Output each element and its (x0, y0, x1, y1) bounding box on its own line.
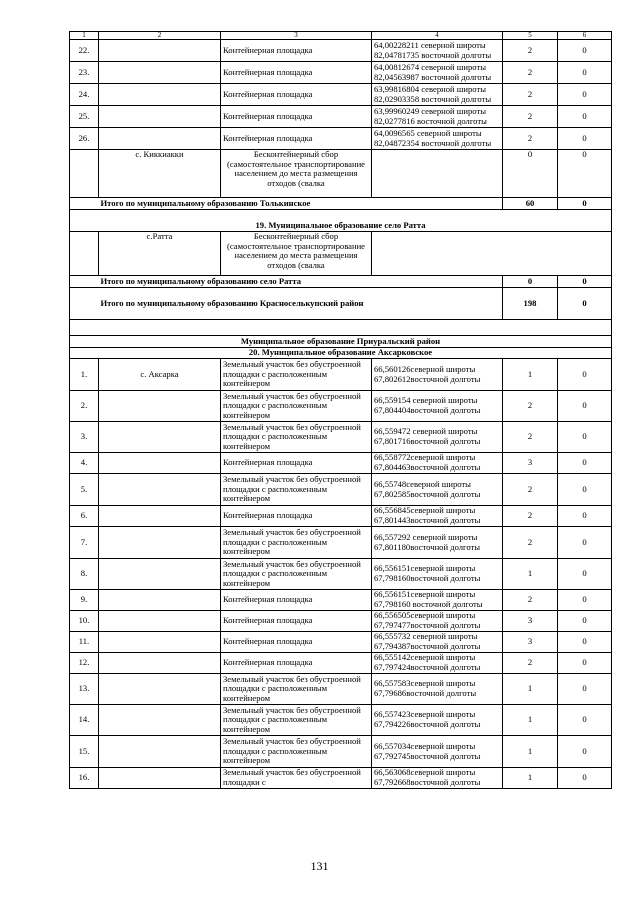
coordinates-cell (372, 84, 503, 106)
longitude-text: 67,801716восточной долготы (374, 436, 481, 446)
table-row (70, 736, 612, 768)
column-number: 5 (503, 32, 558, 40)
table-row (70, 674, 612, 705)
latitude-text: 66,560126северной широты (374, 363, 476, 374)
longitude-text: 67,792668восточной долготы (374, 777, 481, 787)
latitude-text: 66,559154 северной широты (374, 395, 478, 406)
settlement-cell (99, 559, 221, 590)
table-body (70, 32, 612, 789)
container-count: 3 (503, 632, 558, 653)
coordinates-cell (372, 527, 503, 559)
settlement-cell: с. Киккиакки (99, 150, 221, 198)
table-row (70, 632, 612, 653)
container-count: 2 (503, 422, 558, 453)
latitude-text: 64,0096565 северной широты (374, 127, 482, 138)
settlement-cell (99, 474, 221, 506)
container-count: 2 (503, 474, 558, 506)
table-row (70, 128, 612, 150)
settlement-cell (99, 506, 221, 527)
column-6-value: 0 (558, 632, 612, 653)
table-row (70, 84, 612, 106)
row-number: 23. (70, 62, 99, 84)
settlement-cell (99, 62, 221, 84)
site-type-cell: Земельный участок без обустроенной площадки с расположенным контейнером (221, 559, 372, 590)
settlement-cell (99, 422, 221, 453)
longitude-text: 82,0277816 восточной долготы (374, 115, 487, 126)
longitude-text: 67,801180восточной долготы (374, 541, 481, 552)
site-type-cell: Земельный участок без обустроенной площадки с расположенным контейнером (221, 736, 372, 768)
longitude-text: 67,798160 восточной долготы (374, 599, 483, 609)
row-number: 1. (70, 359, 99, 391)
container-count: 2 (503, 653, 558, 674)
total-blank-cell (70, 198, 99, 210)
column-6-value: 0 (558, 84, 612, 106)
district-total-row (70, 288, 612, 320)
longitude-text: 67,802612восточной долготы (374, 373, 481, 384)
settlement-cell (99, 453, 221, 474)
coordinates-cell (372, 391, 503, 422)
site-type-cell: Земельный участок без обустроенной площадки с расположенным контейнером (221, 674, 372, 705)
total-column-6: 0 (558, 288, 612, 320)
row-number: 26. (70, 128, 99, 150)
row-number: 24. (70, 84, 99, 106)
coordinates-cell (372, 150, 503, 198)
site-type-cell: Земельный участок без обустроенной площадки с (221, 768, 372, 789)
table-row (70, 590, 612, 611)
table-row (70, 611, 612, 632)
page-number: 131 (310, 859, 329, 873)
coordinates-cell (372, 453, 503, 474)
coordinates-cell (372, 611, 503, 632)
row-number: 5. (70, 474, 99, 506)
total-container-count: 60 (503, 198, 558, 210)
coordinates-cell (372, 590, 503, 611)
settlement-cell (99, 106, 221, 128)
total-row (70, 198, 612, 210)
container-count: 1 (503, 559, 558, 590)
table-row (70, 62, 612, 84)
coordinates-cell (372, 768, 503, 789)
container-count: 2 (503, 506, 558, 527)
column-6-value: 0 (558, 527, 612, 559)
column-6-value: 0 (558, 453, 612, 474)
table-row (70, 768, 612, 789)
coordinates-cell (372, 106, 503, 128)
column-number: 2 (99, 32, 221, 40)
settlement-cell (99, 705, 221, 736)
row-number: 7. (70, 527, 99, 559)
column-6-value: 0 (558, 705, 612, 736)
row-number: 15. (70, 736, 99, 768)
coordinates-cell (372, 128, 503, 150)
longitude-text: 67,79686восточной долготы (374, 688, 477, 698)
longitude-text: 82,04781735 восточной долготы (374, 49, 492, 60)
column-6-value: 0 (558, 150, 612, 198)
row-number: 9. (70, 590, 99, 611)
latitude-text: 66,556151северной широты (374, 563, 476, 574)
latitude-text: 66,556505северной широты (374, 610, 476, 621)
latitude-text: 63,99960249 северной широты (374, 105, 486, 116)
table-row (70, 106, 612, 128)
settlement-cell (99, 653, 221, 674)
longitude-text: 82,04563987 восточной долготы (374, 71, 492, 82)
total-label: Итого по муниципальному образованию село Ратта (99, 276, 503, 288)
site-type-cell: Контейнерная площадка (221, 632, 372, 653)
container-count: 2 (503, 391, 558, 422)
settlement-cell (99, 611, 221, 632)
site-type-cell: Контейнерная площадка (221, 84, 372, 106)
settlement-cell (99, 128, 221, 150)
settlement-cell: с. Аксарка (99, 359, 221, 391)
column-6-value: 0 (558, 422, 612, 453)
table-row (70, 150, 612, 198)
longitude-text: 67,804463восточной долготы (374, 462, 481, 472)
latitude-text: 64,00812674 северной широты (374, 61, 486, 72)
container-count: 2 (503, 590, 558, 611)
site-type-cell: Контейнерная площадка (221, 611, 372, 632)
container-count: 2 (503, 128, 558, 150)
site-type-cell: Земельный участок без обустроенной площадки с расположенным контейнером (221, 474, 372, 506)
section-heading-row (70, 210, 612, 232)
column-6-value: 0 (558, 674, 612, 705)
column-6-value: 0 (558, 474, 612, 506)
latitude-text: 66,557292 северной широты (374, 531, 478, 542)
coordinates-cell (372, 506, 503, 527)
district-heading-row (70, 336, 612, 348)
row-number: 25. (70, 106, 99, 128)
longitude-text: 67,794387восточной долготы (374, 641, 481, 651)
row-number: 2. (70, 391, 99, 422)
latitude-text: 66,563068северной широты (374, 767, 476, 778)
column-6-value: 0 (558, 359, 612, 391)
spacer-row (70, 320, 612, 336)
coordinates-cell (372, 736, 503, 768)
latitude-text: 66,555732 северной широты (374, 631, 478, 642)
settlement-cell (99, 768, 221, 789)
column-6-value: 0 (558, 106, 612, 128)
site-type-cell: Бесконтейнерный сбор (самостоятельное транспортирование населением до места размещения отходов (свалка (221, 150, 372, 198)
longitude-text: 67,802585восточной долготы (374, 488, 481, 499)
total-label: Итого по муниципальному образованию Красноселькупский район (99, 288, 503, 320)
row-number (70, 232, 99, 276)
row-number: 16. (70, 768, 99, 789)
coordinates-cell (372, 474, 503, 506)
total-container-count: 198 (503, 288, 558, 320)
coordinates-cell (372, 422, 503, 453)
total-blank-cell (70, 288, 99, 320)
container-count: 2 (503, 62, 558, 84)
column-number: 3 (221, 32, 372, 40)
settlement-cell (99, 590, 221, 611)
column-6-value: 0 (558, 768, 612, 789)
column-number: 4 (372, 32, 503, 40)
settlement-cell (99, 391, 221, 422)
coordinates-cell (372, 705, 503, 736)
coordinates-cell (372, 632, 503, 653)
row-number: 10. (70, 611, 99, 632)
container-count: 1 (503, 705, 558, 736)
site-type-cell: Земельный участок без обустроенной площадки с расположенным контейнером (221, 359, 372, 391)
container-count: 1 (503, 736, 558, 768)
row-number: 8. (70, 559, 99, 590)
latitude-text: 66,557423северной широты (374, 709, 476, 720)
latitude-text: 66,558772северной широты (374, 452, 476, 463)
section-title: Муниципальное образование Приуральский район (70, 336, 612, 348)
latitude-text: 66,557583северной широты (374, 678, 476, 689)
site-type-cell: Земельный участок без обустроенной площадки с расположенным контейнером (221, 527, 372, 559)
container-count: 2 (503, 40, 558, 62)
total-container-count: 0 (503, 276, 558, 288)
longitude-text: 67,792745восточной долготы (374, 750, 481, 761)
site-type-cell: Контейнерная площадка (221, 40, 372, 62)
coordinates-cell (372, 674, 503, 705)
table-row (70, 653, 612, 674)
table-row (70, 506, 612, 527)
coordinates-cell (372, 40, 503, 62)
section-title: 19. Муниципальное образование село Ратта (70, 210, 612, 232)
container-count: 1 (503, 768, 558, 789)
table-row (70, 40, 612, 62)
latitude-text: 66,556151северной широты (374, 589, 476, 600)
total-label: Итого по муниципальному образованию Толькинское (99, 198, 503, 210)
row-number: 3. (70, 422, 99, 453)
column-6-value: 0 (558, 62, 612, 84)
site-type-cell: Контейнерная площадка (221, 453, 372, 474)
settlement-cell (99, 674, 221, 705)
total-row (70, 276, 612, 288)
latitude-text: 66,557034северной широты (374, 740, 476, 751)
column-number-row (70, 32, 612, 40)
table-row (70, 391, 612, 422)
coordinates-cell (372, 62, 503, 84)
row-number: 11. (70, 632, 99, 653)
container-count: 1 (503, 674, 558, 705)
waste-sites-table (69, 31, 612, 789)
site-type-cell: Земельный участок без обустроенной площадки с расположенным контейнером (221, 391, 372, 422)
site-type-cell: Бесконтейнерный сбор (самостоятельное транспортирование населением до места размещения отходов (свалка (221, 232, 372, 276)
site-type-cell: Контейнерная площадка (221, 590, 372, 611)
container-count: 2 (503, 84, 558, 106)
container-count: 3 (503, 611, 558, 632)
column-6-value: 0 (558, 128, 612, 150)
settlement-cell (99, 736, 221, 768)
container-count: 3 (503, 453, 558, 474)
container-count: 2 (503, 106, 558, 128)
row-number: 22. (70, 40, 99, 62)
settlement-cell (99, 84, 221, 106)
site-type-cell: Земельный участок без обустроенной площадки с расположенным контейнером (221, 705, 372, 736)
row-number (70, 150, 99, 198)
site-type-cell: Контейнерная площадка (221, 128, 372, 150)
table-row (70, 232, 612, 276)
latitude-text: 63,99816804 северной широты (374, 83, 486, 94)
column-6-value: 0 (558, 40, 612, 62)
row-number: 13. (70, 674, 99, 705)
longitude-text: 82,02903358 восточной долготы (374, 93, 492, 104)
table-row (70, 453, 612, 474)
row-number: 14. (70, 705, 99, 736)
column-6-value: 0 (558, 590, 612, 611)
latitude-text: 66,556845северной широты (374, 505, 476, 516)
section-heading-row (70, 348, 612, 359)
site-type-cell: Контейнерная площадка (221, 506, 372, 527)
longitude-text: 67,794226восточной долготы (374, 719, 481, 729)
spacer-cell (70, 320, 612, 336)
table-row (70, 705, 612, 736)
site-type-cell: Земельный участок без обустроенной площадки с расположенным контейнером (221, 422, 372, 453)
table-row (70, 422, 612, 453)
longitude-text: 67,804404восточной долготы (374, 405, 481, 415)
site-type-cell: Контейнерная площадка (221, 106, 372, 128)
row-number: 12. (70, 653, 99, 674)
settlement-cell (99, 632, 221, 653)
column-number: 1 (70, 32, 99, 40)
longitude-text: 67,801443восточной долготы (374, 515, 481, 525)
container-count: 0 (503, 150, 558, 198)
total-column-6: 0 (558, 198, 612, 210)
longitude-text: 82,04872354 восточной долготы (374, 137, 492, 148)
site-type-cell: Контейнерная площадка (221, 62, 372, 84)
table-row (70, 359, 612, 391)
latitude-text: 66,559472 северной широты (374, 426, 478, 437)
latitude-text: 66,555142северной широты (374, 652, 476, 663)
column-6-value: 0 (558, 506, 612, 527)
coordinates-cell (372, 359, 503, 391)
section-title: 20. Муниципальное образование Аксарковское (70, 348, 612, 359)
column-6-value: 0 (558, 736, 612, 768)
longitude-text: 67,797424восточной долготы (374, 662, 481, 672)
total-blank-cell (70, 276, 99, 288)
row-number: 6. (70, 506, 99, 527)
site-type-cell: Контейнерная площадка (221, 653, 372, 674)
settlement-cell (99, 40, 221, 62)
column-number: 6 (558, 32, 612, 40)
latitude-text: 64,00228211 северной широты (374, 39, 486, 50)
longitude-text: 67,798160восточной долготы (374, 573, 481, 583)
container-count: 2 (503, 527, 558, 559)
empty-cell (372, 232, 612, 276)
row-number: 4. (70, 453, 99, 474)
column-6-value: 0 (558, 653, 612, 674)
table-row (70, 474, 612, 506)
coordinates-cell (372, 653, 503, 674)
settlement-cell (99, 527, 221, 559)
table-row (70, 527, 612, 559)
column-6-value: 0 (558, 611, 612, 632)
coordinates-cell (372, 559, 503, 590)
container-count: 1 (503, 359, 558, 391)
settlement-cell: с.Ратта (99, 232, 221, 276)
latitude-text: 66,55748северной широты (374, 478, 471, 489)
column-6-value: 0 (558, 559, 612, 590)
total-column-6: 0 (558, 276, 612, 288)
longitude-text: 67,797477восточной долготы (374, 620, 481, 630)
column-6-value: 0 (558, 391, 612, 422)
table-row (70, 559, 612, 590)
